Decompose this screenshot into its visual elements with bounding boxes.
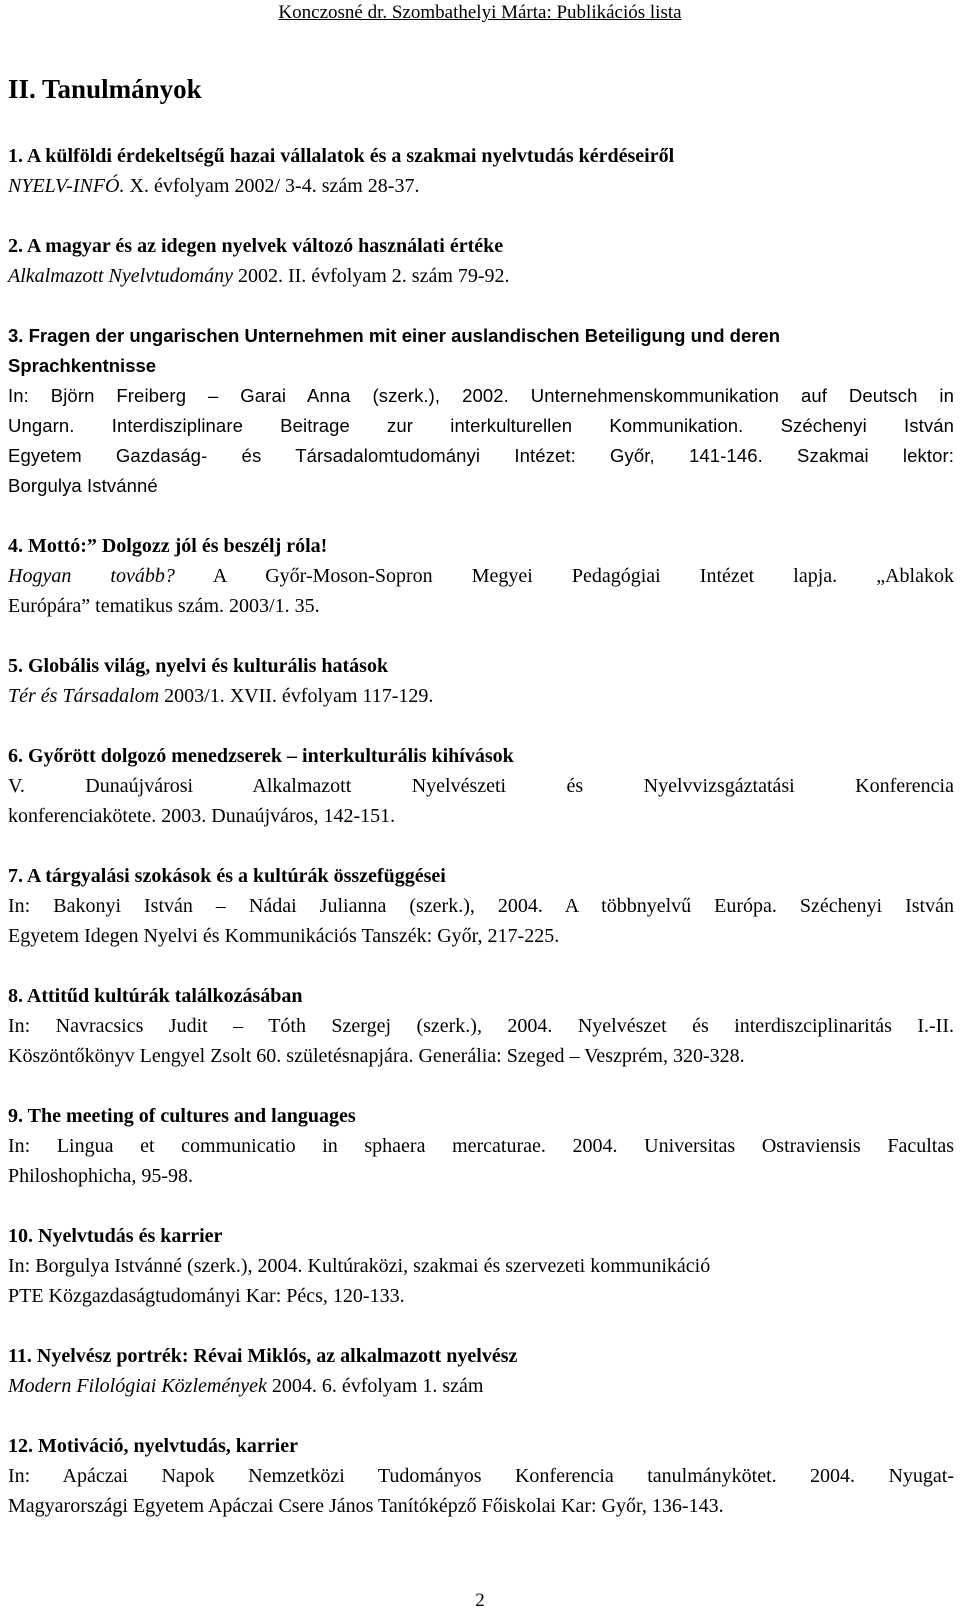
entry-number: 4. (8, 535, 23, 557)
entry-title-line (8, 141, 954, 171)
list-item (8, 231, 954, 291)
list-item (8, 321, 954, 501)
entry-title-continued: Sprachkentnisse (8, 355, 157, 376)
entry-title-line (8, 651, 954, 681)
entry-title: Nyelvész portrék: Révai Miklós, az alkalmazott nyelvész (36, 1345, 518, 1367)
entry-title: Nyelvtudás és karrier (38, 1225, 223, 1247)
entry-source (8, 1371, 954, 1401)
entry-source: In: Lingua et communicatio in sphaera mercaturae. 2004. Universitas Ostraviensis Facultas (8, 1135, 954, 1157)
entry-source: konferenciakötete. 2003. Dunaújváros, 142-151. (8, 805, 396, 827)
entry-number: 5. (8, 655, 23, 677)
entry-title-line (8, 321, 954, 351)
source-details: X. évfolyam 2002/ 3-4. szám 28-37. (124, 175, 420, 197)
journal-name: Hogyan tovább? (8, 565, 175, 587)
entry-number: 3. (8, 325, 24, 346)
list-item (8, 981, 954, 1071)
entry-number: 6. (8, 745, 23, 767)
source-details: 2004. 6. évfolyam 1. szám (266, 1375, 484, 1397)
list-item (8, 1101, 954, 1191)
entry-title-line (8, 1221, 954, 1251)
list-item (8, 531, 954, 621)
entry-number: 12. (8, 1435, 33, 1457)
entry-source (8, 561, 954, 591)
list-item (8, 1341, 954, 1401)
entry-source: PTE Közgazdaságtudományi Kar: Pécs, 120-133. (8, 1285, 405, 1307)
list-item (8, 651, 954, 711)
entry-title-line (8, 231, 954, 261)
entry-title-line (8, 1101, 954, 1131)
entry-title-line (8, 531, 954, 561)
entry-title: Fragen der ungarischen Unternehmen mit einer auslandischen Beteiligung und deren (28, 325, 781, 346)
list-item (8, 141, 954, 201)
page-number: 2 (475, 1590, 485, 1611)
list-item (8, 741, 954, 831)
entry-source: Ungarn. Interdisziplinare Beitrage zur interkulturellen Kommunikation. Széchenyi István (8, 415, 954, 436)
list-item (8, 861, 954, 951)
entry-source (8, 681, 954, 711)
entry-number: 7. (8, 865, 23, 887)
publication-list (8, 141, 954, 1551)
entry-source: In: Navracsics Judit – Tóth Szergej (szerk.), 2004. Nyelvészet és interdiszciplinaritás I.-II. (8, 1015, 954, 1037)
entry-number: 8. (8, 985, 23, 1007)
entry-title: Attitűd kultúrák találkozásában (26, 985, 303, 1007)
entry-title-line (8, 1341, 954, 1371)
source-details: 2002. II. évfolyam 2. szám 79-92. (232, 265, 510, 287)
entry-title: A magyar és az idegen nyelvek változó használati értéke (26, 235, 504, 257)
entry-source: Borgulya Istvánné (8, 475, 158, 496)
entry-source: In: Apáczai Napok Nemzetközi Tudományos Konferencia tanulmánykötet. 2004. Nyugat- (8, 1465, 954, 1487)
entry-source: In: Bakonyi István – Nádai Julianna (szerk.), 2004. A többnyelvű Európa. Széchenyi István (8, 895, 954, 917)
entry-source: In: Borgulya Istvánné (szerk.), 2004. Kultúraközi, szakmai és szervezeti kommunikáció (8, 1255, 711, 1277)
entry-title: The meeting of cultures and languages (27, 1105, 356, 1127)
journal-name: Modern Filológiai Közlemények (8, 1375, 267, 1397)
entry-source: Egyetem Gazdaság- és Társadalomtudományi Intézet: Győr, 141-146. Szakmai lektor: (8, 445, 954, 466)
entry-number: 2. (8, 235, 23, 257)
journal-name: Alkalmazott Nyelvtudomány (8, 265, 233, 287)
entry-title-line (8, 741, 954, 771)
entry-source: Európára” tematikus szám. 2003/1. 35. (8, 595, 320, 617)
entry-number: 9. (8, 1105, 23, 1127)
entry-source: Philoshophicha, 95-98. (8, 1165, 193, 1187)
list-item (8, 1221, 954, 1311)
entry-title: Győrött dolgozó menedzserek – interkulturális kihívások (28, 745, 514, 767)
entry-source (8, 261, 954, 291)
entry-source: Magyarországi Egyetem Apáczai Csere János Tanítóképző Főiskolai Kar: Győr, 136-143. (8, 1495, 724, 1517)
entry-source: In: Björn Freiberg – Garai Anna (szerk.), 2002. Unternehmenskommunikation auf Deutsch in (8, 385, 954, 406)
entry-number: 10. (8, 1225, 33, 1247)
entry-source: V. Dunaújvárosi Alkalmazott Nyelvészeti és Nyelvvizsgáztatási Konferencia (8, 775, 954, 797)
journal-name: Tér és Társadalom (8, 685, 160, 707)
entry-title: A külföldi érdekeltségű hazai vállalatok és a szakmai nyelvtudás kérdéseiről (26, 145, 675, 167)
journal-name: NYELV-INFÓ. (8, 175, 125, 197)
source-details: A Győr-Moson-Sopron Megyei Pedagógiai Intézet lapja. „Ablakok (174, 565, 954, 587)
entry-number: 1. (8, 145, 23, 167)
page-header (0, 0, 960, 26)
header-text: Konczosné dr. Szombathelyi Márta: Publikációs lista (278, 2, 682, 23)
entry-title-line (8, 861, 954, 891)
entry-title: Globális világ, nyelvi és kulturális hatások (28, 655, 389, 677)
entry-title: Motiváció, nyelvtudás, karrier (38, 1435, 298, 1457)
entry-title-line (8, 981, 954, 1011)
entry-source: Köszöntőkönyv Lengyel Zsolt 60. születésnapjára. Generália: Szeged – Veszprém, 320-328. (8, 1045, 745, 1067)
list-item (8, 1431, 954, 1521)
source-details: 2003/1. XVII. évfolyam 117-129. (159, 685, 434, 707)
entry-title: Mottó:” Dolgozz jól és beszélj róla! (28, 535, 328, 557)
entry-title-line (8, 1431, 954, 1461)
entry-source (8, 171, 954, 201)
entry-title: A tárgyalási szokások és a kultúrák összefüggései (26, 865, 446, 887)
entry-source: Egyetem Idegen Nyelvi és Kommunikációs Tanszék: Győr, 217-225. (8, 925, 560, 947)
section-title: II. Tanulmányok (8, 74, 202, 104)
entry-number: 11. (8, 1345, 32, 1367)
